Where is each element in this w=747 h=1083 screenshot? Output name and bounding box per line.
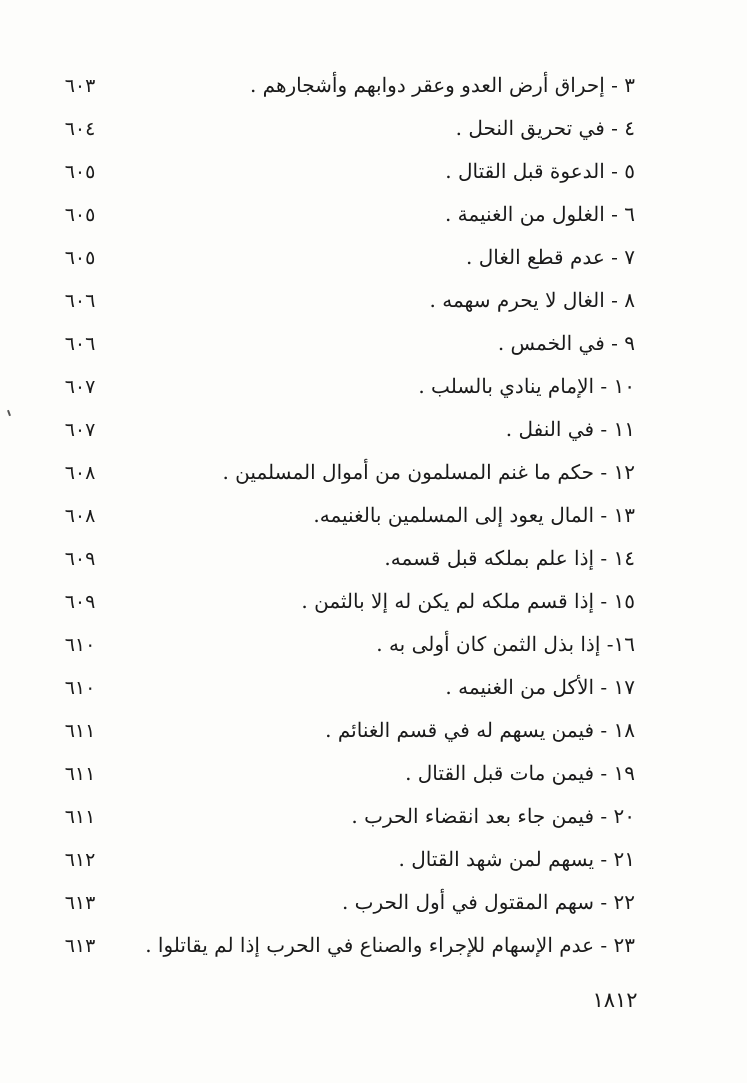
toc-entry-page-number: ٦١٣ (64, 935, 96, 957)
toc-entry-title: ١٨ - فيمن يسهم له في قسم الغنائم . (325, 718, 635, 742)
toc-entry-title: ٨ - الغال لا يحرم سهمه . (429, 288, 635, 312)
toc-entry-title: ١٧ - الأكل من الغنيمه . (445, 675, 635, 699)
toc-entry-page-number: ٦١٣ (64, 892, 96, 914)
toc-entry-title: ٢٣ - عدم الإسهام للإجراء والصناع في الحرب إذا لم يقاتلوا . (145, 933, 635, 957)
toc-entry (50, 539, 635, 582)
scan-speck (7, 410, 11, 416)
toc-entry (50, 711, 635, 754)
toc-entry-page-number: ٦٠٨ (64, 505, 96, 527)
toc-entry (50, 582, 635, 625)
toc-entry-page-number: ٦١١ (64, 806, 96, 828)
table-of-contents (50, 66, 635, 969)
toc-entry (50, 453, 635, 496)
page-folio-number: ١٨١٢ (592, 988, 638, 1012)
toc-entry-title: ٥ - الدعوة قبل القتال . (445, 159, 635, 183)
toc-entry (50, 625, 635, 668)
toc-entry (50, 496, 635, 539)
toc-entry-page-number: ٦١١ (64, 720, 96, 742)
toc-entry (50, 238, 635, 281)
toc-entry-page-number: ٦٠٣ (64, 75, 96, 97)
toc-entry-title: ٧ - عدم قطع الغال . (465, 245, 635, 269)
toc-entry (50, 324, 635, 367)
toc-entry-title: ٢٢ - سهم المقتول في أول الحرب . (341, 890, 635, 914)
toc-entry-title: ١٩ - فيمن مات قبل القتال . (405, 761, 635, 785)
toc-entry-title: ٤ - في تحريق النحل . (455, 116, 635, 140)
toc-entry-title: ١٠ - الإمام ينادي بالسلب . (418, 374, 635, 398)
toc-entry-title: ١٣ - المال يعود إلى المسلمين بالغنيمه. (313, 503, 635, 527)
toc-entry (50, 840, 635, 883)
toc-entry (50, 668, 635, 711)
toc-entry-title: ١٢ - حكم ما غنم المسلمون من أموال المسلمين . (222, 460, 635, 484)
toc-entry-title: ٢٠ - فيمن جاء بعد انقضاء الحرب . (351, 804, 635, 828)
toc-entry-page-number: ٦٠٧ (64, 419, 96, 441)
toc-entry-title: ١١ - في النفل . (505, 417, 635, 441)
toc-entry (50, 281, 635, 324)
toc-entry-page-number: ٦٠٦ (64, 290, 96, 312)
toc-entry (50, 195, 635, 238)
toc-entry-page-number: ٦٠٥ (64, 204, 96, 226)
toc-entry (50, 926, 635, 969)
toc-entry (50, 109, 635, 152)
toc-entry-page-number: ٦١٠ (64, 634, 96, 656)
toc-entry (50, 66, 635, 109)
toc-entry-page-number: ٦٠٥ (64, 161, 96, 183)
toc-entry-page-number: ٦١٠ (64, 677, 96, 699)
toc-entry-page-number: ٦١١ (64, 763, 96, 785)
toc-entry-page-number: ٦٠٩ (64, 591, 96, 613)
toc-entry-title: ٦ - الغلول من الغنيمة . (444, 202, 635, 226)
toc-entry (50, 883, 635, 926)
toc-entry (50, 410, 635, 453)
toc-entry-page-number: ٦٠٤ (64, 118, 96, 140)
toc-entry-page-number: ٦١٢ (64, 849, 96, 871)
toc-entry-page-number: ٦٠٧ (64, 376, 96, 398)
toc-entry (50, 797, 635, 840)
toc-entry-page-number: ٦٠٦ (64, 333, 96, 355)
toc-entry-title: ١٥ - إذا قسم ملكه لم يكن له إلا بالثمن . (301, 589, 635, 613)
toc-entry-title: ٩ - في الخمس . (497, 331, 635, 355)
toc-entry-title: ١٤ - إذا علم بملكه قبل قسمه. (384, 546, 635, 570)
toc-entry (50, 152, 635, 195)
toc-entry-page-number: ٦٠٥ (64, 247, 96, 269)
toc-entry-title: ٣ - إحراق أرض العدو وعقر دوابهم وأشجارهم . (249, 73, 635, 97)
toc-entry-title: ١٦- إذا بذل الثمن كان أولى به . (376, 632, 635, 656)
toc-entry-page-number: ٦٠٩ (64, 548, 96, 570)
toc-entry (50, 754, 635, 797)
toc-entry-title: ٢١ - يسهم لمن شهد القتال . (398, 847, 635, 871)
toc-entry (50, 367, 635, 410)
toc-entry-page-number: ٦٠٨ (64, 462, 96, 484)
